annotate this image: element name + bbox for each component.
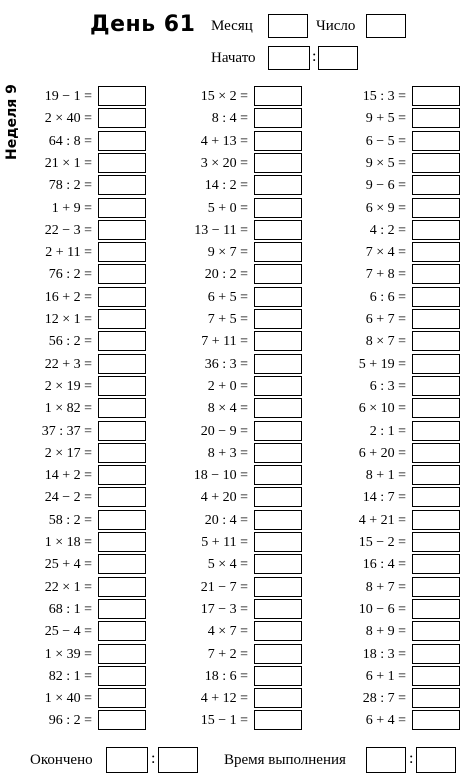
problem-text: 6 + 4 = [365, 713, 406, 729]
answer-box[interactable] [98, 242, 146, 262]
problem-row [0, 198, 146, 220]
problem-row [150, 242, 302, 264]
problem-text: 16 + 2 = [44, 289, 92, 305]
answer-box[interactable] [254, 510, 302, 530]
problem-row [310, 198, 460, 220]
answer-box[interactable] [254, 175, 302, 195]
problem-text: 8 + 9 = [365, 624, 406, 640]
answer-box[interactable] [412, 287, 460, 307]
problem-row [150, 621, 302, 643]
problem-text: 14 : 7 = [362, 490, 406, 506]
date-input-box[interactable] [366, 14, 406, 38]
problem-text: 21 − 7 = [200, 579, 248, 595]
duration-minutes-box[interactable] [366, 747, 406, 773]
problem-text: 4 + 21 = [358, 512, 406, 528]
answer-box[interactable] [412, 376, 460, 396]
problem-text: 1 × 82 = [44, 401, 92, 417]
answer-box[interactable] [98, 220, 146, 240]
answer-box[interactable] [412, 532, 460, 552]
problem-text: 9 + 5 = [365, 111, 406, 127]
problem-text: 22 − 3 = [44, 222, 92, 238]
answer-box[interactable] [412, 688, 460, 708]
problem-text: 21 × 1 = [44, 155, 92, 171]
answer-box[interactable] [412, 577, 460, 597]
problem-row [310, 398, 460, 420]
answer-box[interactable] [254, 108, 302, 128]
problem-row [310, 688, 460, 710]
problem-text: 16 : 4 = [362, 557, 406, 573]
started-minutes-box[interactable] [318, 46, 358, 70]
problem-text: 64 : 8 = [48, 133, 92, 149]
answer-box[interactable] [254, 220, 302, 240]
problem-text: 1 + 9 = [51, 200, 92, 216]
problem-row [150, 131, 302, 153]
duration-seconds-box[interactable] [416, 747, 456, 773]
answer-box[interactable] [412, 153, 460, 173]
problem-text: 17 − 3 = [200, 601, 248, 617]
month-input-box[interactable] [268, 14, 308, 38]
problem-text: 5 + 19 = [358, 356, 406, 372]
answer-box[interactable] [254, 577, 302, 597]
problem-row [310, 354, 460, 376]
page-title: День 61 [90, 12, 196, 37]
answer-box[interactable] [412, 309, 460, 329]
problem-row [0, 153, 146, 175]
problem-text: 7 + 5 = [207, 312, 248, 327]
started-time-separator: : [312, 48, 317, 65]
problem-row [0, 487, 146, 509]
answer-box[interactable] [98, 331, 146, 351]
answer-box[interactable] [98, 577, 146, 597]
answer-box[interactable] [254, 666, 302, 686]
problem-text: 9 × 5 = [365, 155, 406, 171]
answer-box[interactable] [98, 376, 146, 396]
answer-box[interactable] [98, 532, 146, 552]
answer-box[interactable] [98, 510, 146, 530]
answer-box[interactable] [412, 421, 460, 441]
problem-text: 20 − 9 = [200, 423, 248, 439]
problem-row [150, 443, 302, 465]
answer-box[interactable] [98, 198, 146, 218]
problem-row [150, 666, 302, 688]
problem-row [150, 421, 302, 443]
problem-row [150, 532, 302, 554]
problem-text: 9 − 6 = [365, 178, 406, 194]
problem-row [0, 577, 146, 599]
problem-text: 2 × 17 = [44, 445, 92, 461]
answer-box[interactable] [254, 287, 302, 307]
problem-row [310, 86, 460, 108]
answer-box[interactable] [412, 242, 460, 262]
problem-text: 4 × 7 = [207, 624, 248, 640]
problem-row [0, 710, 146, 732]
problem-row [0, 376, 146, 398]
problem-row [0, 220, 146, 242]
problem-row [0, 644, 146, 666]
finished-minutes-box[interactable] [158, 747, 198, 773]
problem-text: 7 + 2 = [207, 646, 248, 662]
problem-text: 8 × 7 = [365, 334, 406, 350]
answer-box[interactable] [98, 264, 146, 284]
answer-box[interactable] [254, 354, 302, 374]
answer-box[interactable] [412, 443, 460, 463]
problem-row [310, 487, 460, 509]
answer-box[interactable] [254, 621, 302, 641]
answer-box[interactable] [254, 599, 302, 619]
answer-box[interactable] [412, 487, 460, 507]
problem-text: 6 : 6 = [369, 289, 406, 305]
week-label: Неделя 9 [4, 84, 20, 160]
problem-text: 13 − 11 = [194, 222, 248, 238]
answer-box[interactable] [98, 153, 146, 173]
finished-hours-box[interactable] [106, 747, 148, 773]
problem-text: 96 : 2 = [48, 713, 92, 729]
answer-box[interactable] [412, 510, 460, 530]
answer-box[interactable] [254, 421, 302, 441]
answer-box[interactable] [98, 443, 146, 463]
problem-row [310, 621, 460, 643]
problem-text: 28 : 7 = [362, 691, 406, 707]
problem-text: 22 + 3 = [44, 356, 92, 372]
problem-text: 18 − 10 = [193, 468, 248, 484]
problem-row [150, 465, 302, 487]
answer-box[interactable] [412, 398, 460, 418]
problem-row [150, 153, 302, 175]
problem-row [0, 465, 146, 487]
answer-box[interactable] [98, 108, 146, 128]
problem-row [310, 421, 460, 443]
problem-text: 19 − 1 = [44, 89, 92, 104]
problem-text: 4 + 20 = [200, 490, 248, 506]
answer-box[interactable] [412, 86, 460, 106]
problem-row [0, 354, 146, 376]
month-label: Месяц [211, 18, 253, 34]
answer-box[interactable] [98, 354, 146, 374]
problem-row [0, 175, 146, 197]
problem-row [0, 666, 146, 688]
problem-text: 6 + 7 = [365, 312, 406, 327]
problem-row [310, 242, 460, 264]
answer-box[interactable] [98, 309, 146, 329]
problem-text: 7 + 8 = [365, 267, 406, 283]
problem-text: 36 : 3 = [204, 356, 248, 372]
answer-box[interactable] [98, 644, 146, 664]
answer-box[interactable] [98, 666, 146, 686]
problem-row [0, 131, 146, 153]
answer-box[interactable] [254, 532, 302, 552]
problem-row [150, 86, 302, 108]
answer-box[interactable] [98, 599, 146, 619]
problem-row [0, 242, 146, 264]
problem-row [0, 309, 146, 331]
problem-row [0, 264, 146, 286]
problem-row [150, 688, 302, 710]
problem-row [310, 264, 460, 286]
answer-box[interactable] [98, 710, 146, 730]
started-label: Начато [211, 50, 256, 66]
problem-row [150, 376, 302, 398]
answer-box[interactable] [98, 131, 146, 151]
answer-box[interactable] [254, 644, 302, 664]
problem-row [150, 175, 302, 197]
problem-row [0, 398, 146, 420]
problem-row [150, 220, 302, 242]
answer-box[interactable] [98, 287, 146, 307]
problem-text: 12 × 1 = [44, 312, 92, 327]
problem-text: 4 + 13 = [200, 133, 248, 149]
problem-row [310, 287, 460, 309]
answer-box[interactable] [254, 264, 302, 284]
problem-text: 7 + 11 = [201, 334, 248, 350]
problem-text: 8 : 4 = [211, 111, 248, 127]
finished-label: Окончено [30, 752, 93, 768]
problem-row [310, 599, 460, 621]
problem-row [150, 710, 302, 732]
problem-text: 2 × 19 = [44, 378, 92, 394]
answer-box[interactable] [254, 331, 302, 351]
answer-box[interactable] [412, 175, 460, 195]
problem-text: 68 : 1 = [48, 601, 92, 617]
answer-box[interactable] [412, 108, 460, 128]
answer-box[interactable] [254, 710, 302, 730]
answer-box[interactable] [412, 220, 460, 240]
problem-row [310, 510, 460, 532]
answer-box[interactable] [98, 621, 146, 641]
problem-row [150, 554, 302, 576]
problem-text: 8 + 1 = [365, 468, 406, 484]
problem-text: 15 : 3 = [362, 89, 406, 104]
answer-box[interactable] [412, 710, 460, 730]
answer-box[interactable] [412, 354, 460, 374]
problem-text: 4 + 12 = [200, 691, 248, 707]
problem-text: 20 : 2 = [204, 267, 248, 283]
answer-box[interactable] [254, 86, 302, 106]
problem-text: 37 : 37 = [41, 423, 92, 439]
problem-row [0, 688, 146, 710]
problem-row [310, 376, 460, 398]
problem-text: 5 + 0 = [207, 200, 248, 216]
problem-row [150, 510, 302, 532]
problem-text: 4 : 2 = [369, 222, 406, 238]
problem-row [310, 153, 460, 175]
problem-row [150, 287, 302, 309]
problem-text: 10 − 6 = [358, 601, 406, 617]
problem-text: 6 + 20 = [358, 445, 406, 461]
finished-time-separator: : [151, 750, 156, 767]
answer-box[interactable] [98, 175, 146, 195]
problem-text: 2 × 40 = [44, 111, 92, 127]
problem-text: 22 × 1 = [44, 579, 92, 595]
problem-row [150, 108, 302, 130]
problem-row [150, 487, 302, 509]
problem-text: 5 + 11 = [201, 535, 248, 550]
problem-text: 9 × 7 = [207, 245, 248, 261]
answer-box[interactable] [254, 242, 302, 262]
answer-box[interactable] [98, 487, 146, 507]
problem-text: 7 × 4 = [365, 245, 406, 261]
problem-text: 1 × 18 = [44, 535, 92, 550]
problem-text: 5 × 4 = [207, 557, 248, 573]
problem-text: 25 − 4 = [44, 624, 92, 640]
answer-box[interactable] [412, 666, 460, 686]
problem-text: 6 − 5 = [365, 133, 406, 149]
problem-row [0, 510, 146, 532]
problem-text: 20 : 4 = [204, 512, 248, 528]
problem-text: 18 : 6 = [204, 668, 248, 684]
problem-text: 58 : 2 = [48, 512, 92, 528]
problem-row [0, 287, 146, 309]
problem-row [150, 331, 302, 353]
answer-box[interactable] [98, 688, 146, 708]
problem-text: 3 × 20 = [200, 155, 248, 171]
problem-row [310, 465, 460, 487]
problem-text: 76 : 2 = [48, 267, 92, 283]
problem-row [310, 331, 460, 353]
answer-box[interactable] [254, 398, 302, 418]
duration-time-separator: : [409, 750, 414, 767]
problem-row [310, 532, 460, 554]
answer-box[interactable] [98, 421, 146, 441]
problem-row [0, 421, 146, 443]
problem-text: 24 − 2 = [44, 490, 92, 506]
problem-text: 6 + 5 = [207, 289, 248, 305]
answer-box[interactable] [254, 487, 302, 507]
problem-text: 1 × 40 = [44, 691, 92, 707]
problem-text: 82 : 1 = [48, 668, 92, 684]
problem-text: 1 × 39 = [44, 646, 92, 662]
problem-text: 15 − 2 = [358, 535, 406, 550]
problem-text: 6 : 3 = [369, 378, 406, 394]
answer-box[interactable] [412, 644, 460, 664]
answer-box[interactable] [412, 198, 460, 218]
problem-row [310, 644, 460, 666]
problem-text: 18 : 3 = [362, 646, 406, 662]
answer-box[interactable] [412, 554, 460, 574]
problem-row [0, 108, 146, 130]
problem-text: 14 + 2 = [44, 468, 92, 484]
problem-row [150, 264, 302, 286]
answer-box[interactable] [98, 465, 146, 485]
problem-row [310, 175, 460, 197]
answer-box[interactable] [98, 554, 146, 574]
problem-text: 2 + 0 = [207, 378, 248, 394]
problem-row [310, 108, 460, 130]
problem-text: 14 : 2 = [204, 178, 248, 194]
problem-row [150, 599, 302, 621]
problem-text: 2 + 11 = [45, 245, 92, 261]
problem-text: 6 × 9 = [365, 200, 406, 216]
problem-row [310, 131, 460, 153]
problem-row [0, 331, 146, 353]
problem-row [310, 666, 460, 688]
problem-text: 56 : 2 = [48, 334, 92, 350]
problem-text: 6 + 1 = [365, 668, 406, 684]
problem-row [310, 443, 460, 465]
answer-box[interactable] [254, 465, 302, 485]
answer-box[interactable] [254, 688, 302, 708]
problem-row [150, 577, 302, 599]
problem-text: 8 + 3 = [207, 445, 248, 461]
problem-text: 8 × 4 = [207, 401, 248, 417]
problem-text: 15 × 2 = [200, 89, 248, 104]
answer-box[interactable] [254, 554, 302, 574]
problem-text: 78 : 2 = [48, 178, 92, 194]
answer-box[interactable] [254, 153, 302, 173]
problem-row [310, 577, 460, 599]
problem-text: 15 − 1 = [200, 713, 248, 729]
problem-text: 6 × 10 = [358, 401, 406, 417]
problem-row [310, 554, 460, 576]
answer-box[interactable] [412, 264, 460, 284]
answer-box[interactable] [412, 599, 460, 619]
answer-box[interactable] [254, 309, 302, 329]
problem-row [310, 309, 460, 331]
duration-label: Время выполнения [224, 752, 346, 768]
problem-row [0, 86, 146, 108]
answer-box[interactable] [412, 331, 460, 351]
problem-row [0, 621, 146, 643]
problem-row [0, 532, 146, 554]
started-hours-box[interactable] [268, 46, 310, 70]
problem-text: 25 + 4 = [44, 557, 92, 573]
answer-box[interactable] [254, 198, 302, 218]
answer-box[interactable] [98, 398, 146, 418]
problem-row [310, 710, 460, 732]
answer-box[interactable] [254, 443, 302, 463]
problem-row [310, 220, 460, 242]
answer-box[interactable] [98, 86, 146, 106]
date-label: Число [316, 18, 356, 34]
problem-row [150, 198, 302, 220]
answer-box[interactable] [254, 131, 302, 151]
answer-box[interactable] [254, 376, 302, 396]
answer-box[interactable] [412, 131, 460, 151]
problem-row [150, 398, 302, 420]
problem-row [0, 554, 146, 576]
problem-row [0, 443, 146, 465]
problem-row [0, 599, 146, 621]
answer-box[interactable] [412, 621, 460, 641]
problem-row [150, 309, 302, 331]
problem-row [150, 354, 302, 376]
answer-box[interactable] [412, 465, 460, 485]
problem-text: 8 + 7 = [365, 579, 406, 595]
problem-text: 2 : 1 = [369, 423, 406, 439]
problem-row [150, 644, 302, 666]
